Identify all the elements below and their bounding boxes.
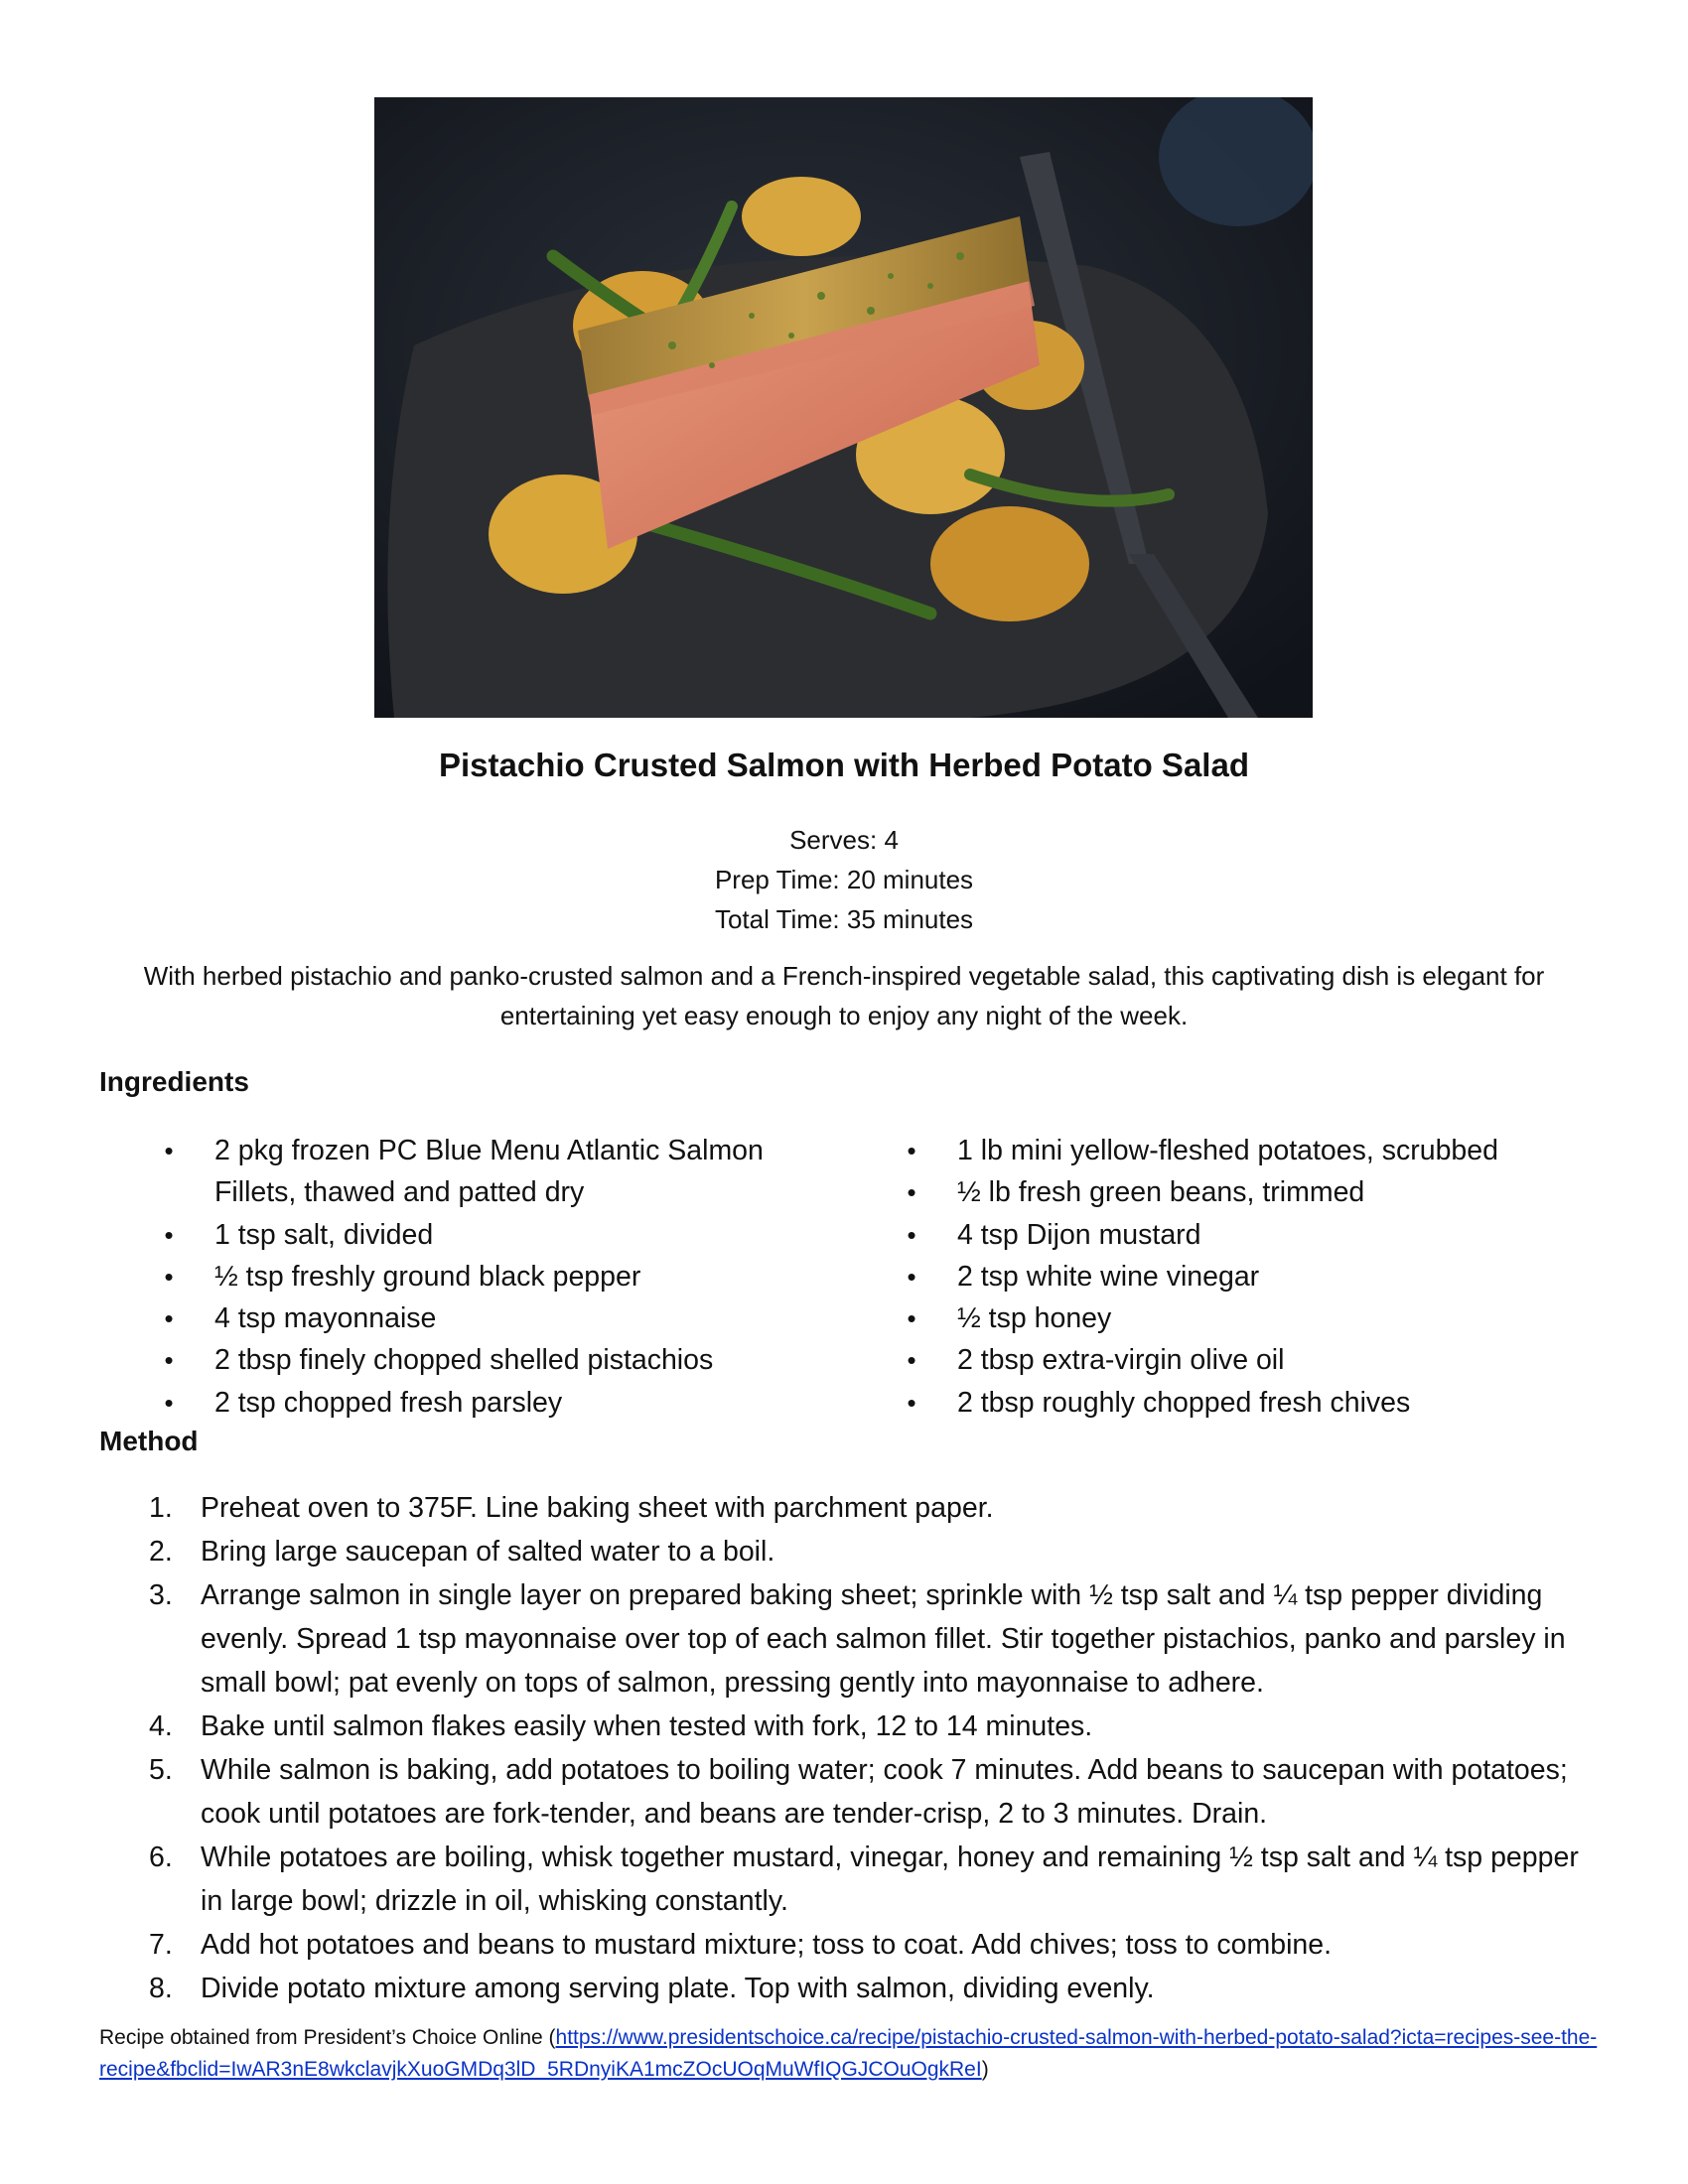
ingredient-item: • 2 tbsp roughly chopped fresh chives (902, 1382, 1597, 1424)
source-footer (99, 2022, 1609, 2086)
step-text: Add hot potatoes and beans to mustard mixture; toss to coat. Add chives; toss to combine. (201, 1929, 1333, 1961)
bullet-icon: • (164, 1303, 174, 1334)
bullet-icon: • (164, 1261, 174, 1292)
step-number: 6. (149, 1842, 173, 1873)
method-step (139, 1923, 1589, 1967)
ingredient-item: • 2 tsp chopped fresh parsley (159, 1382, 844, 1424)
bullet-icon: • (164, 1219, 174, 1250)
recipe-intro: With herbed pistachio and panko-crusted salmon and a French-inspired vegetable salad, this captivating dish is elegant for entertaining yet easy enough to enjoy any night of the week. (143, 961, 1545, 1030)
method-step (139, 1967, 1589, 2010)
recipe-photo (374, 97, 1313, 718)
step-number: 2. (149, 1536, 173, 1568)
ingredient-item: • 1 lb mini yellow-fleshed potatoes, scrubbed (902, 1130, 1597, 1171)
ingredients-heading: Ingredients (99, 1066, 249, 1097)
ingredient-item: • 2 tbsp extra-virgin olive oil (902, 1339, 1597, 1381)
bullet-icon: • (907, 1219, 916, 1250)
serves: Serves: 4 (789, 825, 899, 855)
source-link[interactable]: https://www.presidentschoice.ca/recipe/pistachio-crusted-salmon-with-herbed-potato-salad?icta=recipes-see-the-recipe&fbclid=IwAR3nE8wkclavjkXuoGMDq3lD_5RDnyiKA1mcZOcUOqMuWfIQGJCOuOgkReI (99, 2026, 1598, 2081)
recipe-title: Pistachio Crusted Salmon with Herbed Potato Salad (439, 747, 1249, 783)
step-text: While potatoes are boiling, whisk together mustard, vinegar, honey and remaining ½ tsp salt and ¼ tsp pepper in large bowl; drizzle in oil, whisking constantly. (201, 1842, 1579, 1917)
step-number: 4. (149, 1710, 173, 1742)
method-step (139, 1573, 1589, 1705)
step-number: 5. (149, 1754, 173, 1786)
step-number: 1. (149, 1492, 173, 1524)
step-text: While salmon is baking, add potatoes to boiling water; cook 7 minutes. Add beans to saucepan with potatoes; cook until potatoes are fork-tender, and beans are tender-crisp, 2 to 3 minutes. Drain. (201, 1754, 1568, 1830)
bullet-icon: • (164, 1387, 174, 1418)
ingredient-item: • 1 tsp salt, divided (159, 1214, 844, 1256)
bullet-icon: • (907, 1387, 916, 1418)
bullet-icon: • (907, 1261, 916, 1292)
prep-time: Prep Time: 20 minutes (714, 865, 974, 894)
ingredient-item: • ½ tsp honey (902, 1297, 1597, 1339)
method-step (139, 1748, 1589, 1836)
step-text: Bake until salmon flakes easily when tested with fork, 12 to 14 minutes. (201, 1710, 1093, 1742)
ingredient-item: • 2 tbsp finely chopped shelled pistachios (159, 1339, 844, 1381)
recipe-meta (0, 820, 1688, 939)
ingredients-right-list (902, 1130, 1597, 1424)
ingredient-item: • ½ tsp freshly ground black pepper (159, 1256, 844, 1297)
ingredient-item: • 2 tsp white wine vinegar (902, 1256, 1597, 1297)
ingredients-left-list (159, 1130, 844, 1424)
method-heading: Method (99, 1426, 199, 1456)
bullet-icon: • (907, 1303, 916, 1334)
method-step (139, 1836, 1589, 1923)
ingredient-item: • ½ lb fresh green beans, trimmed (902, 1171, 1597, 1213)
ingredient-item: • 2 pkg frozen PC Blue Menu Atlantic Salmon Fillets, thawed and patted dry (159, 1130, 844, 1214)
step-number: 3. (149, 1579, 173, 1611)
method-step (139, 1705, 1589, 1748)
step-text: Preheat oven to 375F. Line baking sheet with parchment paper. (201, 1492, 994, 1524)
method-step (139, 1486, 1589, 1530)
total-time: Total Time: 35 minutes (714, 904, 974, 934)
ingredient-item: • 4 tsp Dijon mustard (902, 1214, 1597, 1256)
step-number: 7. (149, 1929, 173, 1961)
step-text: Bring large saucepan of salted water to a boil. (201, 1536, 775, 1568)
step-text: Arrange salmon in single layer on prepared baking sheet; sprinkle with ½ tsp salt and ¼ tsp pepper dividing evenly. Spread 1 tsp mayonnaise over top of each salmon fillet. Stir together pistachios, panko and parsley in small bowl; pat evenly on tops of salmon, pressing gently into mayonnaise to adhere. (201, 1579, 1566, 1699)
ingredient-item: • 4 tsp mayonnaise (159, 1297, 844, 1339)
method-list (139, 1486, 1589, 2010)
bullet-icon: • (164, 1345, 174, 1376)
method-step (139, 1530, 1589, 1573)
bullet-icon: • (164, 1136, 174, 1165)
step-text: Divide potato mixture among serving plate. Top with salmon, dividing evenly. (201, 1973, 1155, 2004)
bullet-icon: • (907, 1177, 916, 1208)
footer-prefix: Recipe obtained from President’s Choice Online ( (99, 2026, 556, 2049)
footer-suffix: ) (981, 2058, 989, 2081)
bullet-icon: • (907, 1136, 916, 1165)
step-number: 8. (149, 1973, 173, 2004)
bullet-icon: • (907, 1345, 916, 1376)
